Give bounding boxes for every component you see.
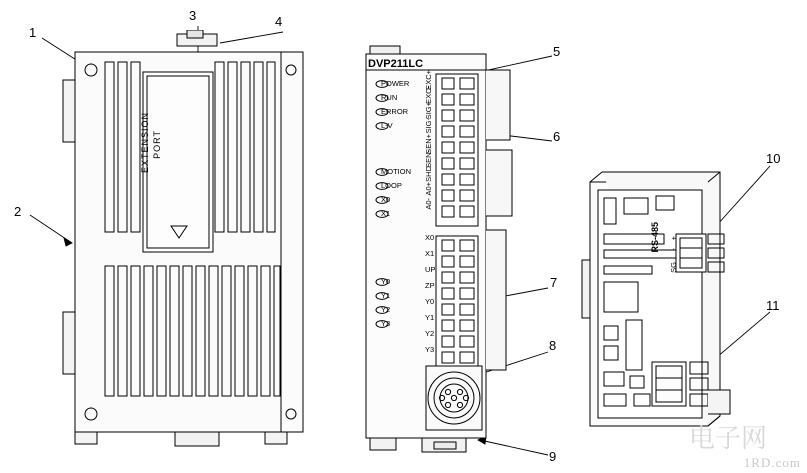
terminal-label-x1: X1: [425, 249, 435, 258]
callout-5: 5: [553, 44, 561, 59]
terminal-label-x0: X0: [425, 233, 435, 242]
led-label-lv: L-V: [381, 121, 393, 130]
led-label-y1: Y1: [381, 291, 391, 300]
callout-4: 4: [275, 14, 283, 29]
rs485-label: RS-485: [650, 222, 660, 253]
rs485-pin-minus: -: [669, 248, 678, 251]
terminal-label-zp: ZP: [425, 281, 435, 290]
led-label-x0: X0: [381, 195, 391, 204]
terminal-label-exc-minus: EXC-: [424, 86, 433, 104]
extension-port-label-line1: EXTENSION: [140, 112, 150, 174]
led-label-run: RUN: [381, 93, 398, 102]
terminal-label-y3: Y3: [425, 345, 435, 354]
callout-9: 9: [549, 449, 557, 464]
extension-port-label-line2: PORT: [152, 130, 162, 159]
led-label-loop: LOOP: [381, 181, 402, 190]
terminal-label-shd: SHD: [424, 166, 433, 182]
callout-8: 8: [549, 338, 557, 353]
terminal-label-sig-plus: SIG+: [424, 102, 433, 120]
led-label-error: ERROR: [381, 107, 409, 116]
terminal-label-y2: Y2: [425, 329, 435, 338]
rs485-pin-plus: +: [669, 236, 678, 241]
terminal-label-exc-plus: EXC+: [424, 70, 433, 90]
watermark-text: 1RD.com: [743, 455, 801, 470]
led-label-x1: X1: [381, 209, 391, 218]
watermark-logo: 电子网: [688, 424, 767, 453]
model-label: DVP211LC: [368, 58, 424, 70]
callout-10: 10: [766, 151, 781, 166]
terminal-label-sen-minus: SEN-: [424, 150, 433, 168]
callout-6: 6: [553, 129, 561, 144]
terminal-label-a0-plus: A0+: [424, 182, 433, 196]
led-label-y0: Y0: [381, 277, 391, 286]
callout-7: 7: [550, 275, 558, 290]
terminal-label-y1: Y1: [425, 313, 435, 322]
right-view-module: [580, 150, 760, 450]
terminal-label-y0: Y0: [425, 297, 435, 306]
rs485-pin-sg: SG: [669, 262, 678, 273]
led-label-power: POWER: [381, 79, 410, 88]
led-label-y2: Y2: [381, 305, 391, 314]
terminal-label-sen-plus: SEN+: [424, 134, 433, 154]
led-label-motion: MOTION: [381, 167, 411, 176]
left-view-module: [55, 30, 335, 460]
terminal-label-a0-minus: A0-: [424, 198, 433, 210]
callout-1: 1: [29, 25, 37, 40]
callout-3: 3: [189, 8, 197, 23]
terminal-label-up: UP: [425, 265, 436, 274]
led-label-y3: Y3: [381, 319, 391, 328]
callout-2: 2: [14, 204, 22, 219]
callout-11: 11: [766, 298, 780, 313]
terminal-label-sig-minus: SIG-: [424, 118, 433, 134]
